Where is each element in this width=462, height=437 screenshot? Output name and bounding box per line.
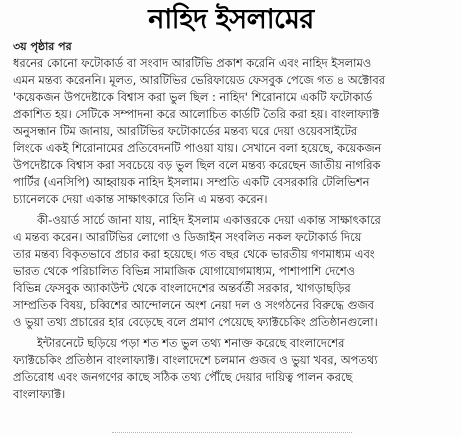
- article-line: লিংকে একই শিরোনামের প্রতিবেদনটি পাওয়া যায়। সেখানে বলা হয়েছে, কয়েকজন: [13, 141, 382, 155]
- article-line: 'কয়েকজন উপদেষ্টাকে বিশ্বাস করা ভুল ছিল : নাহিদ' শিরোনামে একটি ফটোকার্ড: [13, 90, 373, 104]
- article-line: পার্টির (এনসিপি) আহ্বায়ক নাহিদ ইসলাম। সম্প্রতি একটি বেসরকারি টেলিভিশন: [13, 175, 370, 189]
- continued-from-label: ৩য় পৃষ্ঠার পর: [13, 40, 72, 53]
- article-line: এ মন্তব্য করেন। আরটিভির লোগো ও ডিজাইন সংবলিত নকল ফটোকার্ড দিয়ে: [13, 230, 362, 244]
- article-line: চ্যানেলকে দেয়া একান্ত সাক্ষাৎকারে তিনি এ মন্তব্য করেন।: [13, 192, 268, 206]
- headline: নাহিদ ইসলামের: [148, 4, 314, 35]
- article-line: উপদেষ্টাকে বিশ্বাস করা সবচেয়ে বড় ভুল ছিল বলে মন্তব্য করেছেন জাতীয় নাগরিক: [13, 158, 381, 172]
- article-line: ভারত থেকে পরিচালিত বিভিন্ন সামাজিক যোগাযোগমাধ্যম, পাশাপাশি দেশেও: [13, 264, 356, 278]
- article-line: বাংলাফ্যাক্ট।: [13, 387, 66, 401]
- article-line: ও ভুয়া তথ্য প্রচারের হার বেড়েছে বলে প্রমাণ পেয়েছে ফ্যাক্টচেকিং প্রতিষ্ঠানগুলো।: [13, 315, 378, 329]
- article-line: অনুসন্ধান টিম জানায়, আরটিভির ফটোকার্ডের মন্তব্য ঘরে দেয়া ওয়েবসাইটের: [13, 124, 358, 138]
- article-line: এমন মন্তব্য করেননি। মূলত, আরটিভির ভেরিফায়েড ফেসবুক পেজে গত ৪ অক্টোবর: [13, 73, 386, 87]
- article-line: তার মন্তব্য বিকৃতভাবে প্রচার করা হয়েছে। গত বছর থেকে ভারতীয় গণমাধ্যম এবং: [13, 247, 375, 261]
- article-line: বিভিন্ন ফেসবুক অ্যাকাউন্ট থেকে বাংলাদেশের অন্তর্বর্তী সরকার, খাগড়াছড়ির: [13, 281, 351, 295]
- article-line: ফ্যাক্টচেকিং প্রতিষ্ঠান বাংলাফ্যাক্ট। বাংলাদেশে চলমান গুজব ও ভুয়া খবর, অপতথ্য: [13, 353, 378, 367]
- article-line: সাম্প্রতিক বিষয়, চব্বিশের আন্দোলনে অংশ নেয়া দল ও সংগঠনের বিরুদ্ধে গুজব: [13, 298, 375, 312]
- article-line: ধরনের কোনো ফটোকার্ড বা সংবাদ আরটিভি প্রকাশ করেনি এবং নাহিদ ইসলামও: [13, 56, 372, 70]
- article-line: ইন্টারনেটে ছড়িয়ে পড়া শত শত ভুল তথ্য শনাক্ত করেছে বাংলাদেশের: [37, 336, 345, 350]
- article-line: কী-ওয়ার্ড সার্চে জানা যায়, নাহিদ ইসলাম একাত্তরকে দেয়া একান্ত সাক্ষাৎকারে: [37, 213, 381, 227]
- article-line: প্রকাশিত হয়। সেটিকে সম্পাদনা করে আলোচিত কার্ডটি তৈরি করা হয়। বাংলাফ্যাক্ট: [13, 107, 380, 121]
- bottom-divider: [112, 432, 352, 433]
- article-line: প্রতিরোধ এবং জনগণের কাছে সঠিক তথ্য পৌঁছে দেয়ার দায়িত্ব পালন করছে: [13, 370, 353, 384]
